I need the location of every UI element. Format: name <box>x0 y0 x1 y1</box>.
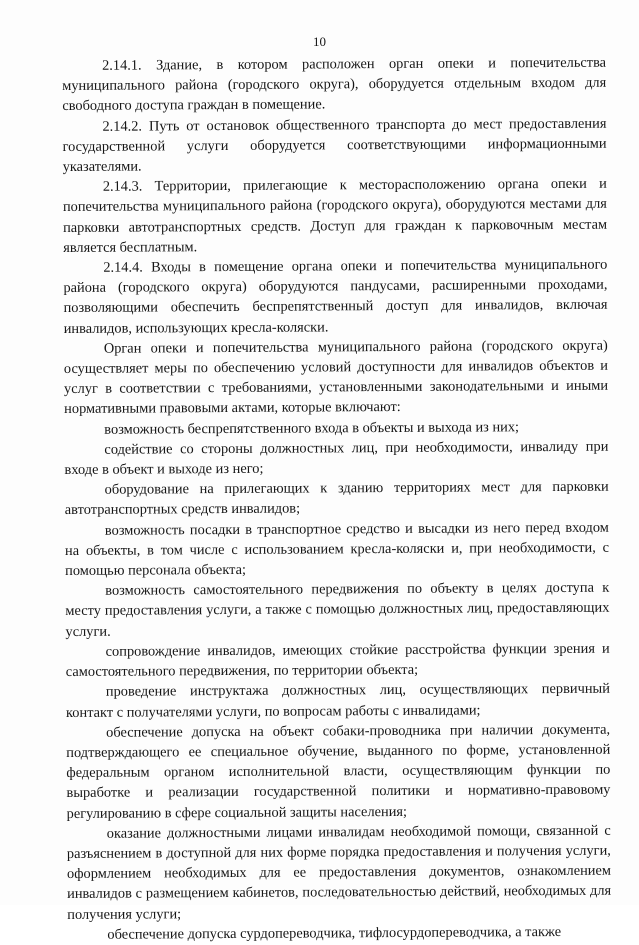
document-body <box>62 53 611 945</box>
list-item-sign-interpreter: обеспечение допуска сурдопереводчика, тифлосурдопереводчика, а также <box>107 923 562 943</box>
list-item-guide-dog: обеспечение допуска на объект собаки-проводника при наличии документа, подтверждающего ее специальное обучение, выданного по форме, установленной федеральным органом исполнительной власти, осуществляющим функции по выработке и реализации государственной политики и нормативно-правовому регулированию в сфере социальной защиты населения; <box>66 721 611 822</box>
list-item-vehicle-boarding: возможность посадки в транспортное средство и высадки из него перед входом на объекты, в том числе с использованием кресла-коляски и, при необходимости, с помощью персонала объекта; <box>64 519 610 580</box>
list-item-staff-briefing: проведение инструктажа должностных лиц, осуществляющих первичный контакт с получателями услуги, по вопросам работы с инвалидами; <box>65 680 610 721</box>
list-item-staff-assistance: содействие со стороны должностных лиц, при необходимости, инвалиду при входе в объект и выходе из него; <box>64 438 609 479</box>
list-item-unobstructed-entry: возможность беспрепятственного входа в объекты и выхода из них; <box>104 418 520 438</box>
list-item-independent-movement: возможность самостоятельного передвижения по объекту в целях доступа к месту предоставления услуги, а также с помощью должностных лиц, предоставляющих услуги. <box>65 579 610 640</box>
paragraph-2-14-2: 2.14.2. Путь от остановок общественного транспорта до мест предоставления государственной услуги оборудуется соответствующими информационными указателями. <box>62 115 607 176</box>
paragraph-accessibility-measures: Орган опеки и попечительства муниципального района (городского округа) осуществляет меры по обеспечению условий доступности для инвалидов объектов и услуг в соответствии с требованиями, установленными законодательными и иными нормативными правовыми актами, которые включают: <box>63 337 609 418</box>
list-item-staff-help: оказание должностными лицами инвалидам необходимой помощи, связанной с разъяснением в доступной для них форме порядка предоставления и получения услуги, оформлением необходимых для ее предоставления документов, ознакомлением инвалидов с размещением кабинетов, последовательностью действий, необходимых для получения услуги; <box>66 822 612 923</box>
paragraph-2-14-1: 2.14.1. Здание, в котором расположен орган опеки и попечительства муниципального района (городского округа), оборудуется отдельным входом для свободного доступа граждан в помещение. <box>62 54 607 115</box>
page-number: 10 <box>313 34 326 49</box>
paragraph-2-14-3: 2.14.3. Территории, прилегающие к месторасположению органа опеки и попечительства муниципального района (городского округа), оборудуются местами для парковки автотранспортных средств. Доступ для граждан к парковочным местам является бесплатным. <box>62 175 608 256</box>
list-item-escort: сопровождение инвалидов, имеющих стойкие расстройства функции зрения и самостоятельного передвижения, по территории объекта; <box>65 640 610 681</box>
list-item-parking: оборудование на прилегающих к зданию территориях мест для парковки автотранспортных средств инвалидов; <box>64 478 609 519</box>
paragraph-2-14-4: 2.14.4. Входы в помещение органа опеки и попечительства муниципального района (городского округа) оборудуются пандусами, расширенными проходами, позволяющими обеспечить беспрепятственный доступ для инвалидов, включая инвалидов, использующих кресла-коляски. <box>63 256 608 337</box>
